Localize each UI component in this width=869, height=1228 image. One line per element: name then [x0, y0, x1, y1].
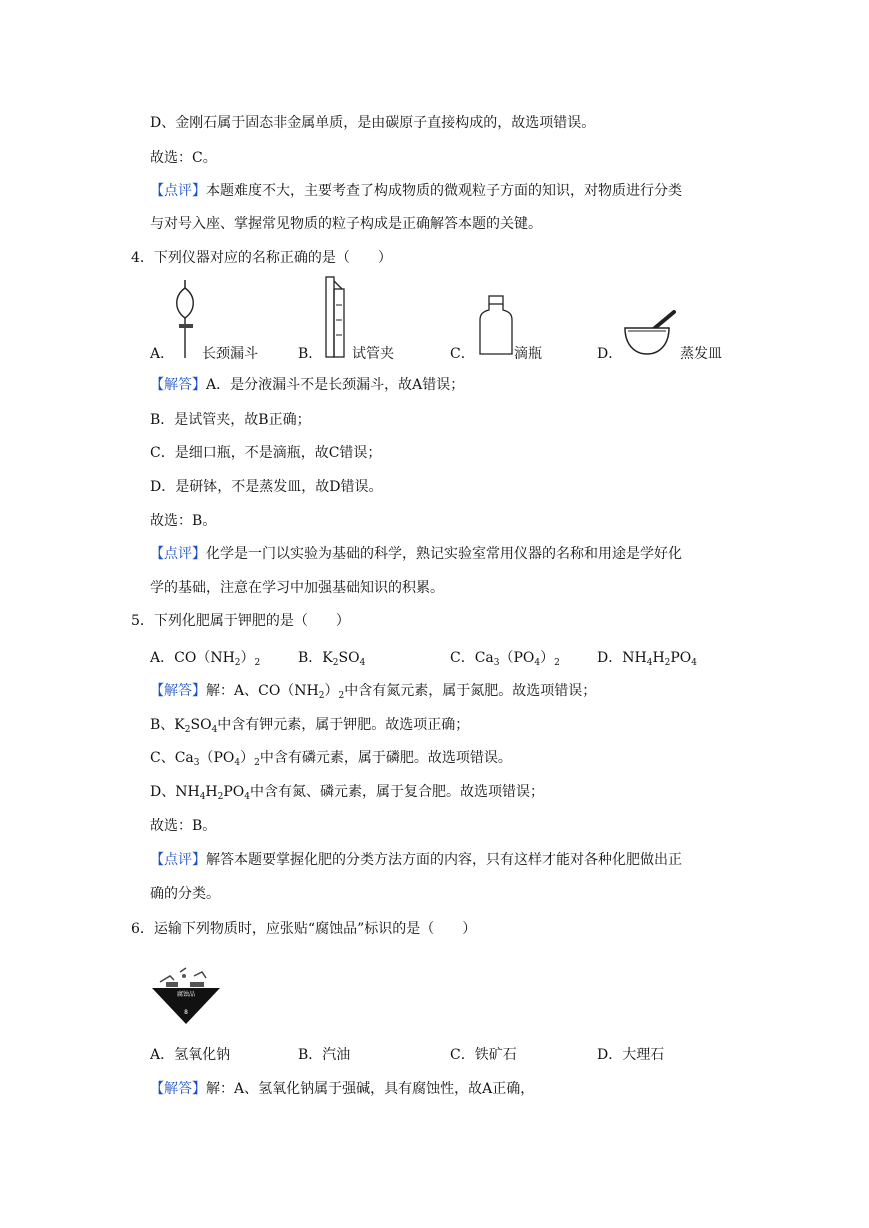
q4-option-c: C． [450, 346, 475, 362]
q5-analysis-d: D、$NH_4H_2PO_4$中含有氮、磷元素，属于复合肥。故选项错误； [150, 784, 545, 802]
q4-option-a [150, 344, 174, 364]
corrosive-sign-text: 腐蚀品 [176, 991, 195, 998]
q6-option-a: A．氢氧化钠 [150, 1047, 231, 1063]
q5-answer: 故选：B。 [150, 818, 217, 834]
answer-tag: 【解答】 [150, 377, 206, 393]
q4-option-b-name: 试管夹 [352, 346, 394, 362]
comment-text: 本题难度不大，主要考查了构成物质的微观粒子方面的知识，对物质进行分类 [206, 183, 682, 199]
q4-option-d: D． [597, 346, 623, 362]
comment-tag: 【点评】 [150, 852, 206, 868]
option-letter: A． [150, 346, 175, 362]
q4-analysis-b: B．是试管夹，故B正确； [150, 412, 311, 428]
q6-stem: 6．运输下列物质时，应张贴“腐蚀品”标识的是（ ） [131, 921, 477, 937]
comment-tag: 【点评】 [150, 183, 206, 199]
analysis-text: 解：A、氢氧化钠属于强碱，具有腐蚀性，故A正确， [206, 1081, 535, 1097]
q5-analysis-c: C、$Ca_3(PO_4)_2$中含有磷元素，属于磷肥。故选项错误。 [150, 750, 512, 768]
q5-option-b: B．$K_2SO_4$ [298, 650, 366, 668]
comment-text: 化学是一门以实验为基础的科学，熟记实验室常用仪器的名称和用途是学好化 [206, 546, 682, 562]
q6-option-d: D．大理石 [597, 1047, 665, 1063]
q5-analysis-b: B、$K_2SO_4$中含有钾元素，属于钾肥。故选项正确； [150, 717, 470, 735]
q4-analysis-d: D．是研钵，不是蒸发皿，故D错误。 [150, 479, 383, 495]
q4-comment [150, 544, 682, 564]
q5-option-d: D．$NH_4H_2PO_4$ [597, 650, 698, 668]
q3-comment-cont: 与对号入座、掌握常见物质的粒子构成是正确解答本题的关键。 [150, 216, 542, 232]
corrosive-hazard-sign [150, 962, 222, 1026]
comment-tag: 【点评】 [150, 546, 206, 562]
answer-tag: 【解答】 [150, 1081, 206, 1097]
reagent-bottle-icon [478, 294, 514, 358]
q6-analysis-a [150, 1079, 534, 1099]
q6-option-b: B．汽油 [298, 1047, 351, 1063]
q5-analysis-a: 【解答】解：A、$CO(NH_2)_2$中含有氮元素，属于氮肥。故选项错误； [150, 683, 597, 701]
q4-analysis-c: C．是细口瓶，不是滴瓶，故C错误； [150, 445, 382, 461]
q4-option-b: B． [298, 346, 323, 362]
q3-option-d-analysis: D、金刚石属于固态非金属单质，是由碳原子直接构成的，故选项错误。 [150, 115, 596, 131]
q5-option-c: C．$Ca_3(PO_4)_2$ [450, 650, 560, 668]
q4-option-d-name: 蒸发皿 [680, 346, 722, 362]
q4-option-a-name: 长颈漏斗 [202, 346, 258, 362]
answer-tag: 【解答】 [150, 683, 206, 699]
q6-option-c: C．铁矿石 [450, 1047, 517, 1063]
q5-comment [150, 850, 682, 870]
corrosive-class-number: 8 [184, 1009, 188, 1016]
test-tube-holder-icon [322, 275, 348, 360]
separatory-funnel-icon [172, 280, 202, 360]
q5-option-a: A．$CO(NH_2)_2$ [150, 650, 261, 668]
q5-comment-cont: 确的分类。 [150, 886, 220, 902]
q4-comment-cont: 学的基础，注意在学习中加强基础知识的积累。 [150, 580, 444, 596]
q4-answer: 故选：B。 [150, 513, 217, 529]
q3-comment [150, 181, 682, 201]
comment-text: 解答本题要掌握化肥的分类方法方面的内容，只有这样才能对各种化肥做出正 [206, 852, 682, 868]
q5-stem: 5．下列化肥属于钾肥的是（ ） [131, 613, 350, 629]
q4-stem: 4．下列仪器对应的名称正确的是（ ） [131, 250, 392, 266]
analysis-text: A．是分液漏斗不是长颈漏斗，故A错误； [206, 377, 465, 393]
mortar-and-pestle-icon [622, 310, 682, 358]
q4-option-c-name: 滴瓶 [514, 346, 542, 362]
q3-answer: 故选：C。 [150, 150, 217, 166]
q4-analysis-a [150, 375, 464, 395]
